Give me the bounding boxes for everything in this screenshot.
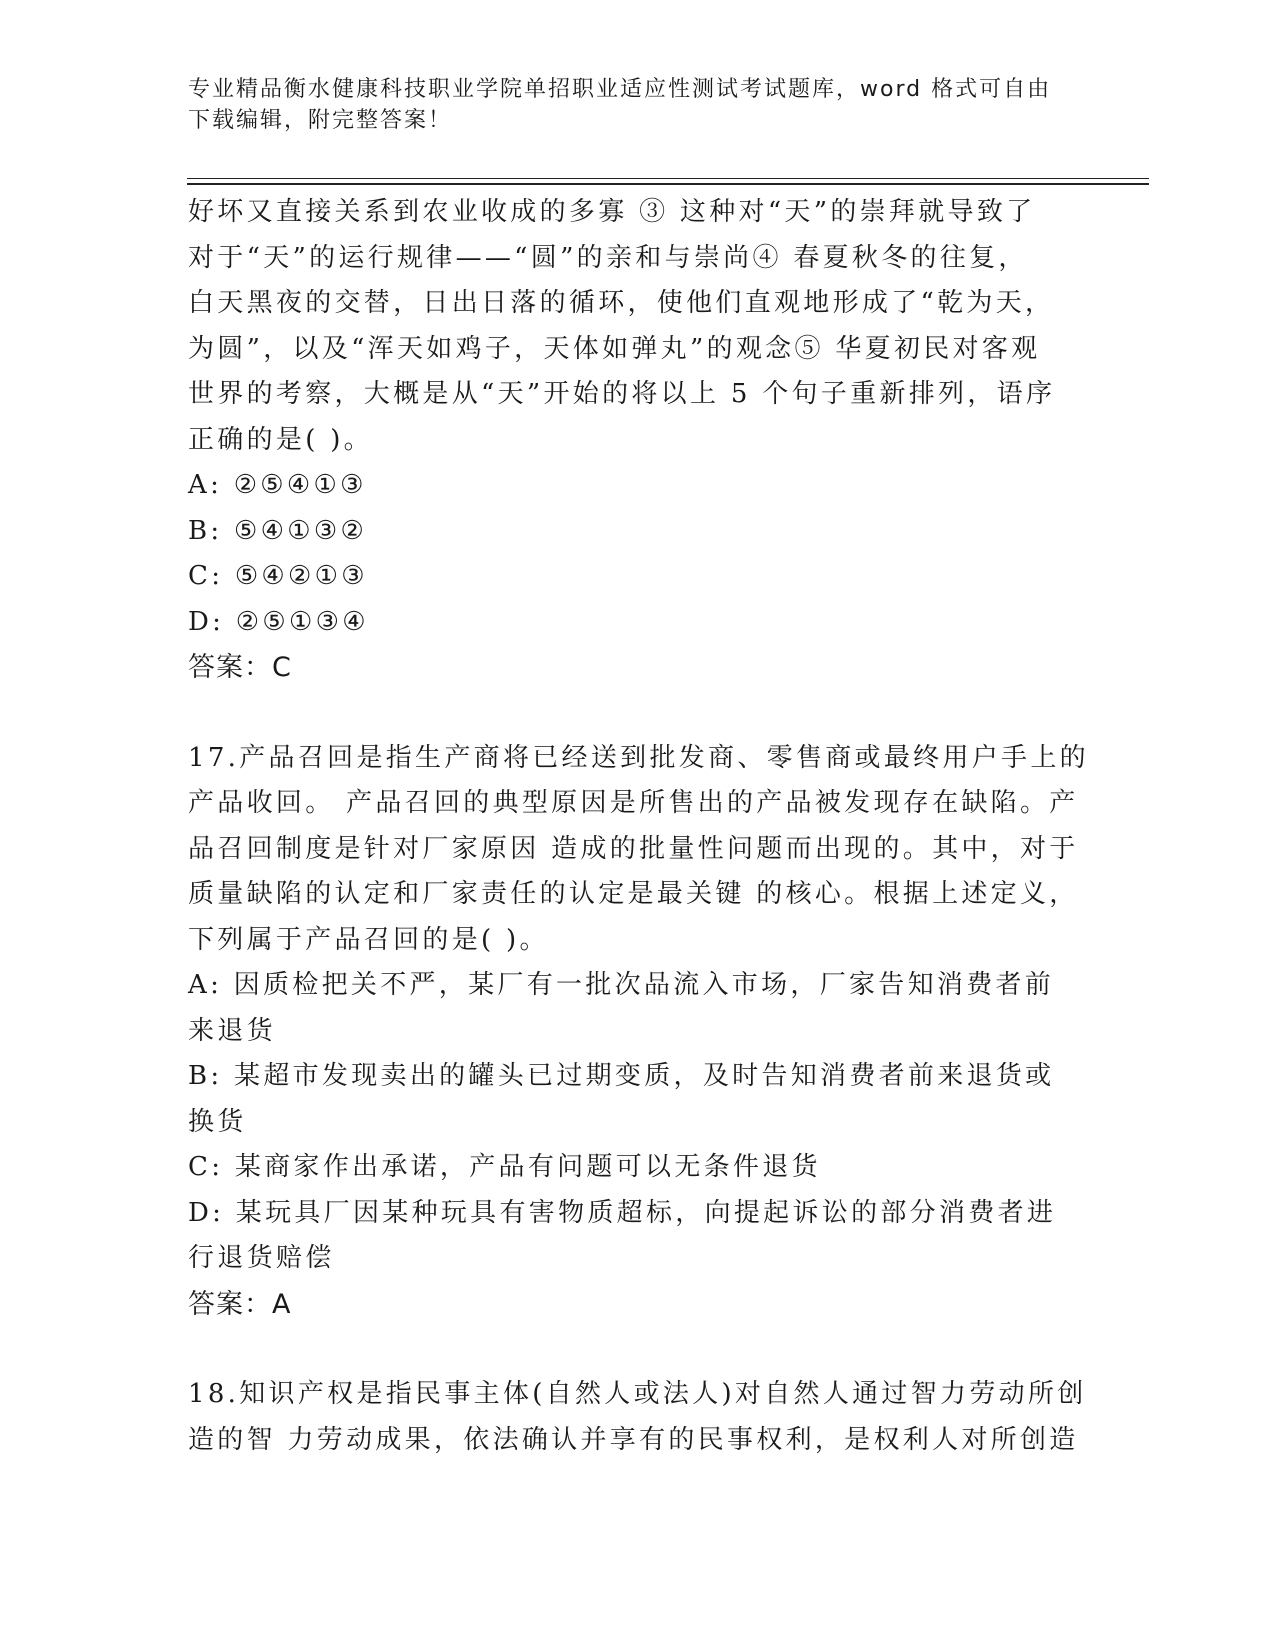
question-stem-line: 好坏又直接关系到农业收成的多寡 ③ 这种对“天”的崇拜就导致了: [188, 197, 1036, 227]
option-d: D: 某玩具厂因某种玩具有害物质超标，向提起诉讼的部分消费者进: [188, 1197, 1057, 1228]
document-header: [188, 74, 1068, 136]
question-stem-line: 正确的是( )。: [188, 424, 373, 455]
spacer: [188, 1327, 1078, 1372]
question-stem-line: 品召回制度是针对厂家原因 造成的批量性问题而出现的。其中，对于: [188, 833, 1079, 864]
document-body: [188, 190, 1089, 1463]
question-stem-line: 产品收回。 产品召回的典型原因是所售出的产品被发现存在缺陷。产: [188, 788, 1079, 818]
header-line: 专业精品衡水健康科技职业学院单招职业适应性测试考试题库，word 格式可自由: [188, 77, 1052, 102]
question-stem-line: 白天黑夜的交替，日出日落的循环，使他们直观地形成了“乾为天，: [188, 288, 1055, 318]
question-stem-line: 造的智 力劳动成果，依法确认并享有的民事权利，是权利人对所创造: [188, 1424, 1079, 1455]
option-b: B: ⑤④①③②: [188, 515, 368, 546]
question-stem-line: 对于“天”的运行规律——“圆”的亲和与崇尚④ 春夏秋冬的往复，: [188, 242, 1028, 273]
header-rule-top: [187, 178, 1149, 179]
question-16: [188, 190, 1078, 691]
question-17: [188, 736, 1089, 1328]
question-stem-line: 质量缺陷的认定和厂家责任的认定是最关键 的核心。根据上述定义，: [188, 879, 1079, 909]
option-a: A: ②⑤④①③: [188, 470, 367, 500]
question-stem-line: 18.知识产权是指民事主体(自然人或法人)对自然人通过智力劳动所创: [188, 1379, 1087, 1409]
option-c: C: ⑤④②①③: [188, 561, 368, 591]
spacer: [188, 691, 1078, 736]
answer-line: 答案：C: [188, 652, 292, 683]
header-rule-bottom: [187, 183, 1149, 185]
option-c: C: 某商家作出承诺，产品有问题可以无条件退货: [188, 1152, 821, 1182]
question-stem-line: 17.产品召回是指生产商将已经送到批发商、零售商或最终用户手上的: [188, 742, 1089, 773]
question-18: [188, 1372, 1087, 1463]
option-a: A: 因质检把关不严，某厂有一批次品流入市场，厂家告知消费者前: [188, 970, 1055, 1000]
option-a-continued: 来退货: [188, 1015, 276, 1046]
option-b: B: 某超市发现卖出的罐头已过期变质，及时告知消费者前来退货或: [188, 1061, 1055, 1091]
option-d: D: ②⑤①③④: [188, 606, 369, 637]
option-b-continued: 换货: [188, 1106, 247, 1137]
answer-line: 答案：A: [188, 1288, 292, 1320]
header-line: 下载编辑，附完整答案！: [188, 108, 453, 133]
option-d-continued: 行退货赔偿: [188, 1243, 335, 1273]
question-stem-line: 下列属于产品召回的是( )。: [188, 924, 549, 955]
question-stem-line: 世界的考察，大概是从“天”开始的将以上 5 个句子重新排列，语序: [188, 379, 1056, 409]
question-stem-line: 为圆”，以及“浑天如鸡子，天体如弹丸”的观念⑤ 华夏初民对客观: [188, 333, 1041, 364]
